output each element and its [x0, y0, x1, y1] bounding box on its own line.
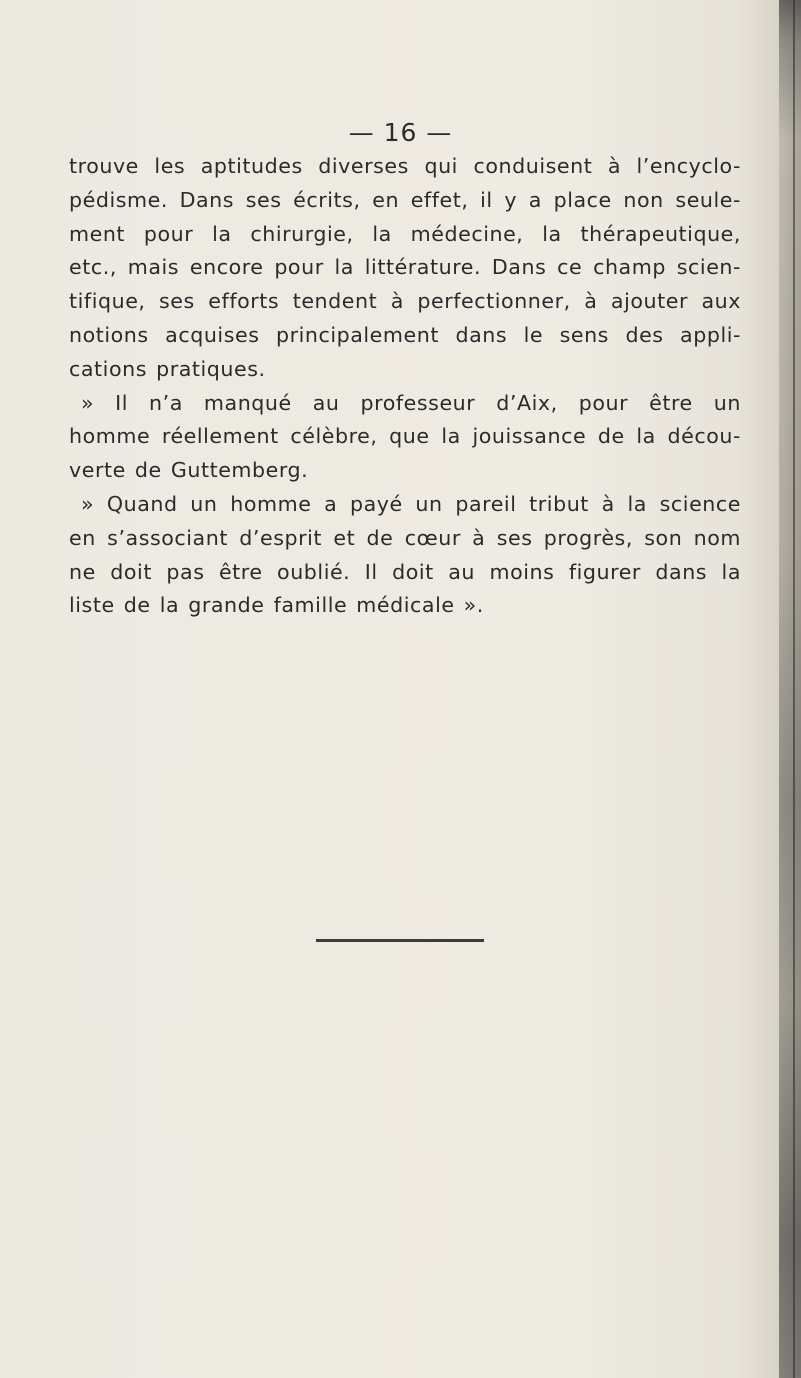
text-line: etc., mais encore pour la littérature. Dans ce champ scien- — [69, 255, 741, 280]
page-number: — 16 — — [348, 118, 453, 147]
text-line: » Quand un homme a payé un pareil tribut à la science — [81, 491, 741, 516]
text-line: verte de Guttemberg. — [69, 458, 309, 483]
text-line: trouve les aptitudes diverses qui conduisent à l’encyclo- — [69, 154, 741, 178]
section-divider — [316, 939, 484, 942]
text-line: ment pour la chirurgie, la médecine, la thérapeutique, — [69, 221, 741, 246]
text-line: » Il n’a manqué au professeur d’Aix, pour être un — [81, 390, 741, 415]
page-edge-shadow — [779, 0, 801, 1378]
text-line: tifique, ses efforts tendent à perfectionner, à ajouter aux — [69, 289, 741, 314]
text-line: en s’associant d’esprit et de cœur à ses progrès, son nom — [69, 525, 741, 550]
page-edge-line — [793, 0, 795, 1378]
text-line: ne doit pas être oublié. Il doit au moins figurer dans la — [69, 559, 741, 584]
text-line: notions acquises principalement dans le sens des appli- — [69, 322, 741, 347]
body-text — [69, 150, 741, 623]
text-line: homme réellement célèbre, que la jouissance de la décou- — [69, 424, 741, 449]
text-line: cations pratiques. — [69, 356, 266, 381]
text-line: pédisme. Dans ses écrits, en effet, il y a place non seule- — [69, 187, 741, 212]
text-line: liste de la grande famille médicale ». — [69, 593, 484, 618]
